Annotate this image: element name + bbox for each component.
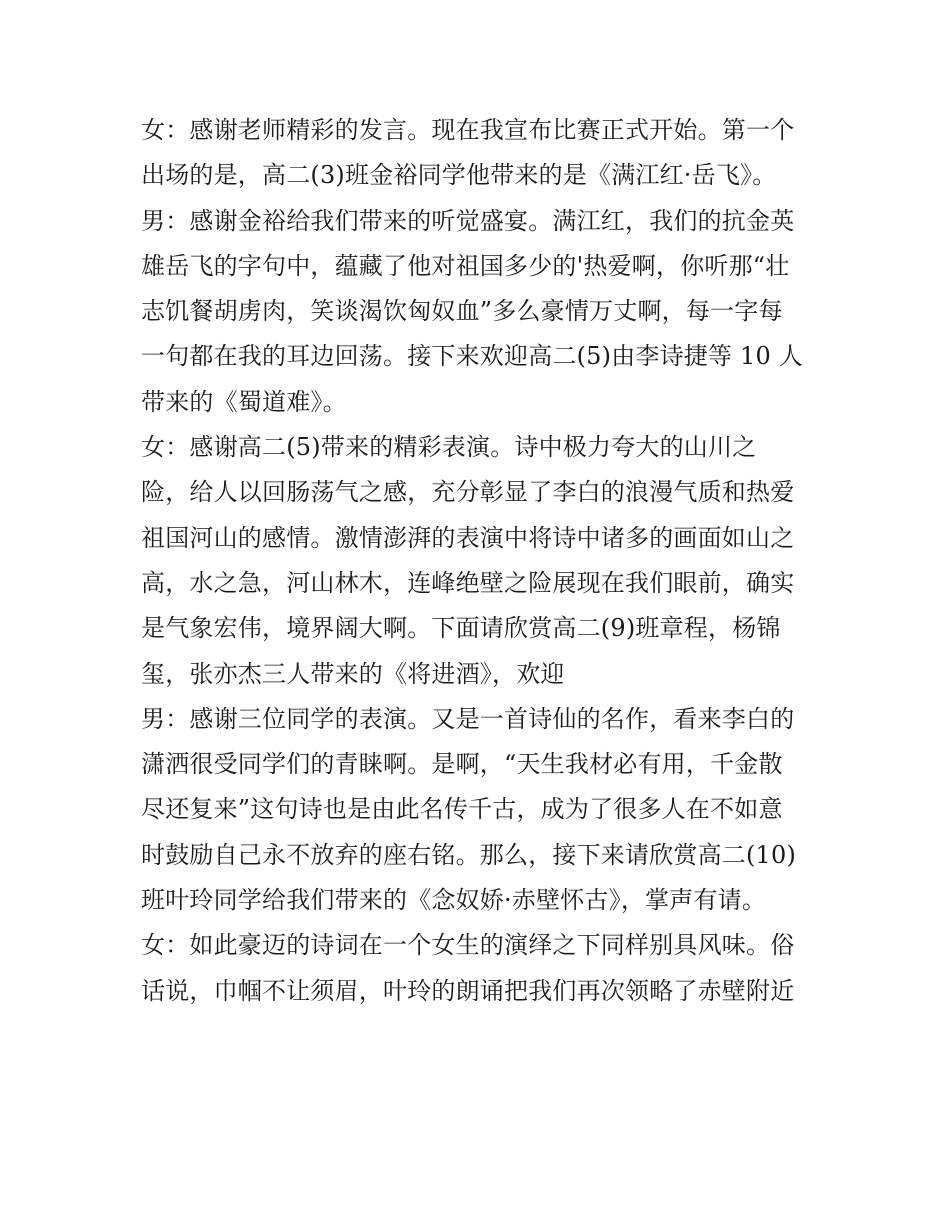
text-line: 志饥餐胡虏肉，笑谈渴饮匈奴血”多么豪情万丈啊，每一字每 [141,297,783,326]
text-line: 尽还复来”这句诗也是由此名传千古，成为了很多人在不如意 [141,795,783,824]
text-line: 险，给人以回肠荡气之感，充分彰显了李白的浪漫气质和热爱 [141,478,795,507]
text-line: 是气象宏伟，境界阔大啊。下面请欣赏高二(9)班章程，杨锦 [141,614,781,643]
text-line: 女：感谢老师精彩的发言。现在我宣布比赛正式开始。第一个 [141,116,795,144]
document-body [141,108,821,1014]
text-line: 雄岳飞的字句中，蕴藏了他对祖国多少的'热爱啊，你听那“壮 [141,251,790,280]
text-line: 玺，张亦杰三人带来的《将进酒》，欢迎 [141,659,565,688]
text-line: 一句都在我的耳边回荡。接下来欢迎高二(5)由李诗捷等 10 人 [141,342,803,371]
text-line: 话说，巾帼不让须眉，叶玲的朗诵把我们再次领略了赤壁附近 [141,976,795,1005]
text-line: 男：感谢三位同学的表演。又是一首诗仙的名作，看来李白的 [141,704,795,733]
text-line: 时鼓励自己永不放弃的座右铭。那么，接下来请欣赏高二(10) [141,840,797,869]
text-line: 女：感谢高二(5)带来的精彩表演。诗中极力夸大的山川之 [141,433,757,462]
text-line: 女：如此豪迈的诗词在一个女生的演绎之下同样别具风味。俗 [141,931,795,960]
text-line: 男：感谢金裕给我们带来的听觉盛宴。满江红，我们的抗金英 [141,206,795,235]
text-line: 潇洒很受同学们的青睐啊。是啊，“天生我材必有用，千金散 [141,750,783,779]
text-line: 祖国河山的感情。激情澎湃的表演中将诗中诸多的画面如山之 [141,523,795,552]
text-line: 带来的《蜀道难》。 [141,387,347,416]
text-line: 出场的是，高二(3)班金裕同学他带来的是《满江红·岳飞》。 [141,161,777,190]
text-line: 高，水之急，河山林木，连峰绝壁之险展现在我们眼前，确实 [141,568,795,597]
text-line: 班叶玲同学给我们带来的《念奴娇·赤壁怀古》，掌声有请。 [141,886,767,915]
